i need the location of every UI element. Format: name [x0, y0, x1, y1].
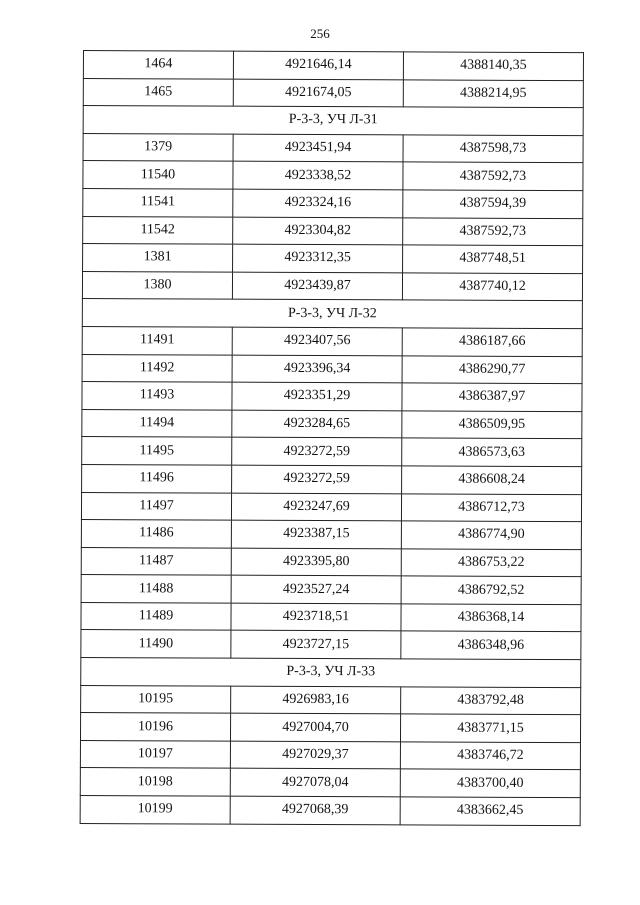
x-coordinate-cell: 4923247,69	[231, 493, 401, 521]
y-coordinate-cell: 4387740,12	[402, 273, 582, 301]
point-number-cell: 11486	[81, 520, 231, 548]
point-number-cell: 10198	[80, 768, 230, 796]
x-coordinate-cell: 4927029,37	[230, 741, 400, 769]
x-coordinate-cell: 4921646,14	[233, 51, 403, 79]
table-row	[81, 492, 581, 522]
table-row	[83, 216, 583, 246]
x-coordinate-cell: 4923727,15	[231, 631, 401, 659]
x-coordinate-cell: 4923439,87	[232, 272, 402, 300]
point-number-cell: 11487	[81, 547, 231, 575]
table-row	[81, 685, 581, 715]
y-coordinate-cell: 4386348,96	[401, 631, 581, 659]
y-coordinate-cell: 4386290,77	[402, 355, 582, 383]
y-coordinate-cell: 4387748,51	[403, 245, 583, 273]
y-coordinate-cell: 4386712,73	[401, 493, 581, 521]
page-number: 256	[310, 26, 330, 41]
table-row	[82, 437, 582, 467]
y-coordinate-cell: 4386774,90	[401, 521, 581, 549]
point-number-cell: 11497	[81, 492, 231, 520]
point-number-cell: 10195	[81, 685, 231, 713]
point-number-cell: 10197	[80, 740, 230, 768]
point-number-cell: 1380	[82, 271, 232, 299]
point-number-cell: 11495	[82, 437, 232, 465]
y-coordinate-cell: 4388214,95	[403, 79, 583, 107]
point-number-cell: 11542	[83, 216, 233, 244]
table-row	[82, 382, 582, 412]
y-coordinate-cell: 4387592,73	[403, 217, 583, 245]
point-number-cell: 11541	[83, 188, 233, 216]
point-number-cell: 1465	[83, 78, 233, 106]
table-row	[82, 354, 582, 384]
x-coordinate-cell: 4923272,59	[232, 465, 402, 493]
table-row	[80, 740, 580, 770]
coordinates-table-body	[80, 51, 583, 826]
table-row	[83, 161, 583, 191]
table-row	[81, 602, 581, 632]
x-coordinate-cell: 4923451,94	[233, 134, 403, 162]
y-coordinate-cell: 4383746,72	[400, 742, 580, 770]
y-coordinate-cell: 4386387,97	[402, 383, 582, 411]
x-coordinate-cell: 4923407,56	[232, 327, 402, 355]
x-coordinate-cell: 4923718,51	[231, 603, 401, 631]
point-number-cell: 11492	[82, 354, 232, 382]
y-coordinate-cell: 4386608,24	[402, 466, 582, 494]
x-coordinate-cell: 4923304,82	[233, 217, 403, 245]
x-coordinate-cell: 4923284,65	[232, 410, 402, 438]
table-row	[80, 768, 580, 798]
table-row	[82, 326, 582, 356]
y-coordinate-cell: 4387594,39	[403, 190, 583, 218]
table-row	[83, 133, 583, 163]
x-coordinate-cell: 4923351,29	[232, 382, 402, 410]
y-coordinate-cell: 4383771,15	[400, 714, 580, 742]
x-coordinate-cell: 4923338,52	[233, 162, 403, 190]
x-coordinate-cell: 4927078,04	[230, 769, 400, 797]
y-coordinate-cell: 4386368,14	[401, 604, 581, 632]
x-coordinate-cell: 4923324,16	[233, 189, 403, 217]
y-coordinate-cell: 4383662,45	[400, 797, 580, 825]
point-number-cell: 11490	[81, 630, 231, 658]
x-coordinate-cell: 4923527,24	[231, 575, 401, 603]
point-number-cell: 10196	[80, 713, 230, 741]
point-number-cell: 1379	[83, 133, 233, 161]
table-row	[83, 78, 583, 108]
y-coordinate-cell: 4387598,73	[403, 135, 583, 163]
x-coordinate-cell: 4926983,16	[231, 686, 401, 714]
point-number-cell: 11494	[82, 409, 232, 437]
y-coordinate-cell: 4387592,73	[403, 162, 583, 190]
y-coordinate-cell: 4386187,66	[402, 328, 582, 356]
section-title: Р-3-3, УЧ Л-32	[82, 299, 582, 329]
section-header-row	[82, 299, 582, 329]
point-number-cell: 11489	[81, 602, 231, 630]
y-coordinate-cell: 4383792,48	[401, 687, 581, 715]
table-row	[83, 188, 583, 218]
point-number-cell: 11488	[81, 575, 231, 603]
point-number-cell: 11540	[83, 161, 233, 189]
table-row	[82, 464, 582, 494]
y-coordinate-cell: 4386509,95	[402, 411, 582, 439]
table-row	[81, 630, 581, 660]
table-row	[80, 796, 580, 826]
x-coordinate-cell: 4927068,39	[230, 796, 400, 824]
x-coordinate-cell: 4921674,05	[233, 79, 403, 107]
point-number-cell: 1464	[83, 51, 233, 79]
x-coordinate-cell: 4923396,34	[232, 355, 402, 383]
coordinates-table	[80, 50, 584, 826]
table-row	[81, 547, 581, 577]
section-header-row	[81, 658, 581, 688]
table-row	[83, 51, 583, 81]
table-row	[83, 244, 583, 274]
point-number-cell: 11496	[82, 464, 232, 492]
section-header-row	[83, 106, 583, 136]
table-row	[80, 713, 580, 743]
x-coordinate-cell: 4927004,70	[230, 713, 400, 741]
y-coordinate-cell: 4386573,63	[402, 438, 582, 466]
point-number-cell: 1381	[83, 244, 233, 272]
table-row	[82, 409, 582, 439]
x-coordinate-cell: 4923312,35	[233, 244, 403, 272]
y-coordinate-cell: 4388140,35	[403, 52, 583, 80]
table-row	[81, 575, 581, 605]
point-number-cell: 11491	[82, 326, 232, 354]
x-coordinate-cell: 4923395,80	[231, 548, 401, 576]
y-coordinate-cell: 4386753,22	[401, 549, 581, 577]
section-title: Р-3-3, УЧ Л-33	[81, 658, 581, 688]
y-coordinate-cell: 4386792,52	[401, 576, 581, 604]
table-row	[82, 271, 582, 301]
point-number-cell: 11493	[82, 382, 232, 410]
section-title: Р-3-3, УЧ Л-31	[83, 106, 583, 136]
table-row	[81, 520, 581, 550]
x-coordinate-cell: 4923272,59	[232, 437, 402, 465]
y-coordinate-cell: 4383700,40	[400, 769, 580, 797]
point-number-cell: 10199	[80, 796, 230, 824]
x-coordinate-cell: 4923387,15	[231, 520, 401, 548]
